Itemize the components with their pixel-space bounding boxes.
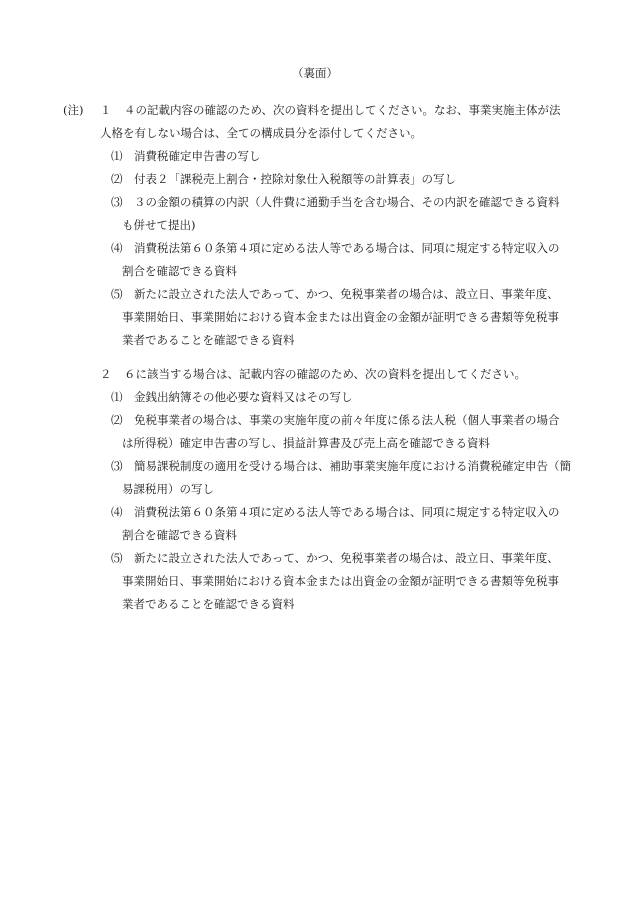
section-1-number: １ [100,103,112,117]
s1-item-1-line-1: 消費税確定申告書の写し [134,149,261,163]
s1-item-4-line-1: 消費税法第６０条第４項に定める法人等である場合は、同項に規定する特定収入の [134,241,560,255]
s1-item-2-line-1: 付表２「課税売上割合・控除対象仕入税額等の計算表」の写し [134,172,456,186]
s1-item-3-number: ⑶ [111,195,123,209]
section-1-line-2: 人格を有しない場合は、全ての構成員分を添付してください。 [100,126,422,140]
section-1-line-1: ４の記載内容の確認のため、次の資料を提出してください。なお、事業実施主体が法 [124,103,561,117]
s1-item-1-number: ⑴ [111,149,123,163]
s2-item-2-number: ⑵ [111,413,123,427]
page-heading: （裏面） [292,66,338,80]
note-prefix: (注) [63,103,84,117]
s1-item-4-number: ⑷ [111,241,123,255]
s2-item-2-line-2: は所得税）確定申告書の写し、損益計算書及び売上高を確認できる資料 [122,436,490,450]
s1-item-2-number: ⑵ [111,172,123,186]
s2-item-1-line-1: 金銭出納簿その他必要な資料又はその写し [134,390,353,404]
s1-item-5-line-2: 事業開始日、事業開始における資本金または出資金の金額が証明できる書類等免税事 [122,310,559,324]
section-2-line-1: ６に該当する場合は、記載内容の確認のため、次の資料を提出してください。 [124,367,527,381]
s2-item-4-number: ⑷ [111,505,123,519]
s1-item-4-line-2: 割合を確認できる資料 [122,264,237,278]
s2-item-3-line-2: 易課税用）の写し [122,482,214,496]
s2-item-3-line-1: 簡易課税制度の適用を受ける場合は、補助事業実施年度における消費税確定申告（簡 [134,459,571,473]
s1-item-3-line-2: も併せて提出) [122,218,196,232]
s2-item-1-number: ⑴ [111,390,123,404]
s1-item-5-line-1: 新たに設立された法人であって、かつ、免税事業者の場合は、設立日、事業年度、 [134,287,559,301]
s1-item-3-line-1: ３の金額の積算の内訳（人件費に通勤手当を含む場合、その内訳を確認できる資料 [134,195,560,209]
s2-item-5-number: ⑸ [111,551,123,565]
s2-item-3-number: ⑶ [111,459,123,473]
section-2-number: ２ [100,367,112,381]
s1-item-5-line-3: 業者であることを確認できる資料 [122,333,295,347]
s2-item-2-line-1: 免税事業者の場合は、事業の実施年度の前々年度に係る法人税（個人事業者の場合 [134,413,560,427]
s2-item-4-line-2: 割合を確認できる資料 [122,528,237,542]
s1-item-5-number: ⑸ [111,287,123,301]
s2-item-5-line-1: 新たに設立された法人であって、かつ、免税事業者の場合は、設立日、事業年度、 [134,551,559,565]
s2-item-4-line-1: 消費税法第６０条第４項に定める法人等である場合は、同項に規定する特定収入の [134,505,560,519]
s2-item-5-line-3: 業者であることを確認できる資料 [122,597,295,611]
s2-item-5-line-2: 事業開始日、事業開始における資本金または出資金の金額が証明できる書類等免税事 [122,574,559,588]
